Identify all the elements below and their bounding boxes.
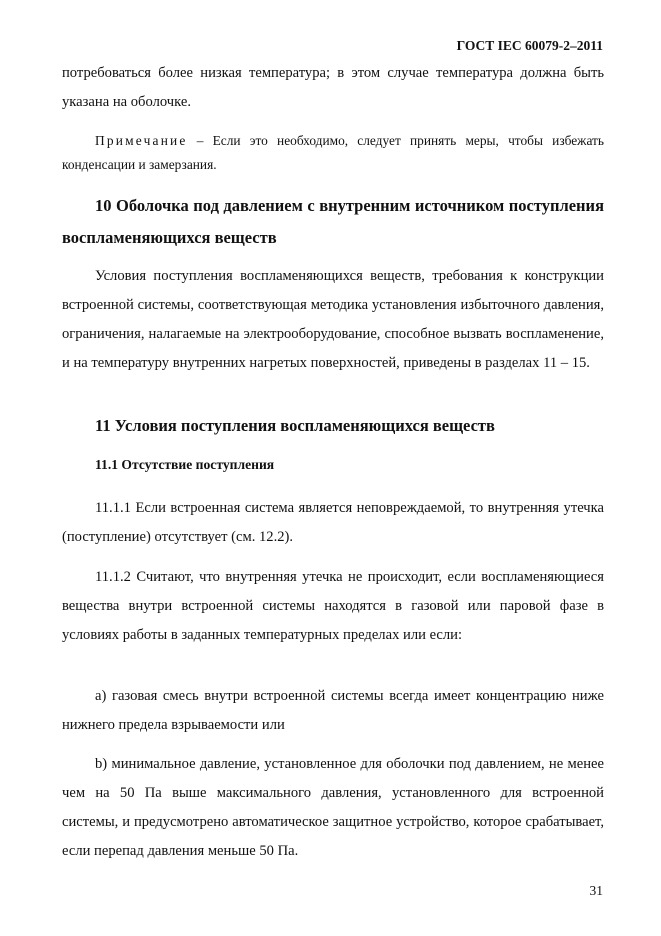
section-11-1-title: 11.1 Отсутствие поступления xyxy=(95,457,275,472)
paragraph-11-1-1: 11.1.1 Если встроенная система является неповреждаемой, то внутренняя утечка (поступление) отсутствует (см. 12.2). xyxy=(62,500,604,545)
section-11-title: 11 Условия поступления воспламеняющихся веществ xyxy=(95,416,495,435)
list-item-a: а) газовая смесь внутри встроенной системы всегда имеет концентрацию ниже нижнего предела взрываемости или xyxy=(62,688,604,733)
page-number: 31 xyxy=(589,883,603,898)
note-paragraph xyxy=(62,129,604,177)
section-10-title: 10 Оболочка под давлением с внутренним источником поступления воспламеняющихся веществ xyxy=(62,196,604,247)
note-label: Примечание xyxy=(95,133,188,148)
paragraph-11-1-2: 11.1.2 Считают, что внутренняя утечка не происходит, если воспламеняющиеся вещества внутри встроенной системы находятся в газовой или паровой фазе в условиях работы в заданных температурных пределах или если: xyxy=(62,569,604,643)
continued-paragraph: потребоваться более низкая температура; в этом случае температура должна быть указана на оболочке. xyxy=(62,65,604,110)
note-text: – Если это необходимо, следует принять меры, чтобы избежать конденсации и замерзания. xyxy=(62,133,604,172)
list-item-b: b) минимальное давление, установленное для оболочки под давлением, не менее чем на 50 Па выше максимального давления, установленного для встроенной системы, и предусмотрено автоматическое защитное устройство, которое срабатывает, если перепад давления меньше 50 Па. xyxy=(62,756,604,859)
section-10-body: Условия поступления воспламеняющихся веществ, требования к конструкции встроенной системы, соответствующая методика установления избыточного давления, ограничения, налагаемые на электрооборудование, способное вызвать воспламенение, и на температуру внутренних нагретых поверхностей, приведены в разделах 11 – 15. xyxy=(62,268,604,371)
document-header: ГОСТ IEC 60079-2–2011 xyxy=(456,38,603,53)
